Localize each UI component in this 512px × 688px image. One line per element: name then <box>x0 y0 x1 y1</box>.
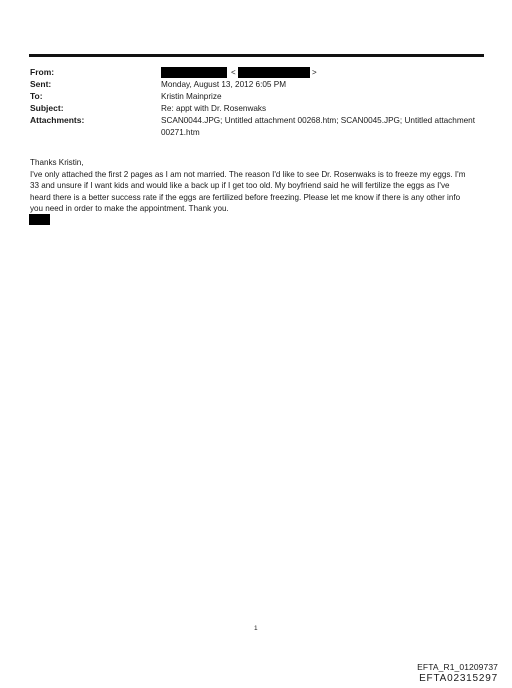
from-label: From: <box>30 67 55 77</box>
email-body <box>30 157 490 215</box>
redacted-signature <box>29 214 50 225</box>
sent-value: Monday, August 13, 2012 6:05 PM <box>161 80 287 89</box>
subject-label: Subject: <box>30 103 64 113</box>
header-rule <box>29 54 484 57</box>
redacted-sender-email <box>238 67 310 78</box>
from-open-bracket: < <box>231 68 236 77</box>
bates-stamp-2: EFTA02315297 <box>419 673 498 684</box>
attachments-value-line1: SCAN0044.JPG; Untitled attachment 00268.htm; SCAN0045.JPG; Untitled attachment <box>161 116 476 125</box>
body-line-4: you need in order to make the appointment. Thank you. <box>30 204 229 214</box>
greeting: Thanks Kristin, <box>30 158 84 167</box>
body-line-3: heard there is a better success rate if the eggs are fertilized before freezing. Please let me know if there is any other info <box>30 192 461 202</box>
page-number: 1 <box>254 625 258 632</box>
sent-label: Sent: <box>30 79 52 89</box>
from-close-bracket: > <box>312 68 317 77</box>
body-line-1: I've only attached the first 2 pages as I am not married. The reason I'd like to see Dr. Rosenwaks is to freeze my eggs. I'm <box>30 169 466 179</box>
attachments-value-line2: 00271.htm <box>161 128 200 137</box>
attachments-label: Attachments: <box>30 115 85 125</box>
body-line-2: 33 and unsure if I want kids and would like a back up if I get too old. My boyfriend said he will fertilize the eggs as I've <box>30 181 450 191</box>
bates-stamp-1: EFTA_R1_01209737 <box>417 662 498 672</box>
to-label: To: <box>30 91 43 101</box>
redacted-sender-name <box>161 67 227 78</box>
subject-value: Re: appt with Dr. Rosenwaks <box>161 104 267 113</box>
to-value: Kristin Mainprize <box>161 92 222 101</box>
